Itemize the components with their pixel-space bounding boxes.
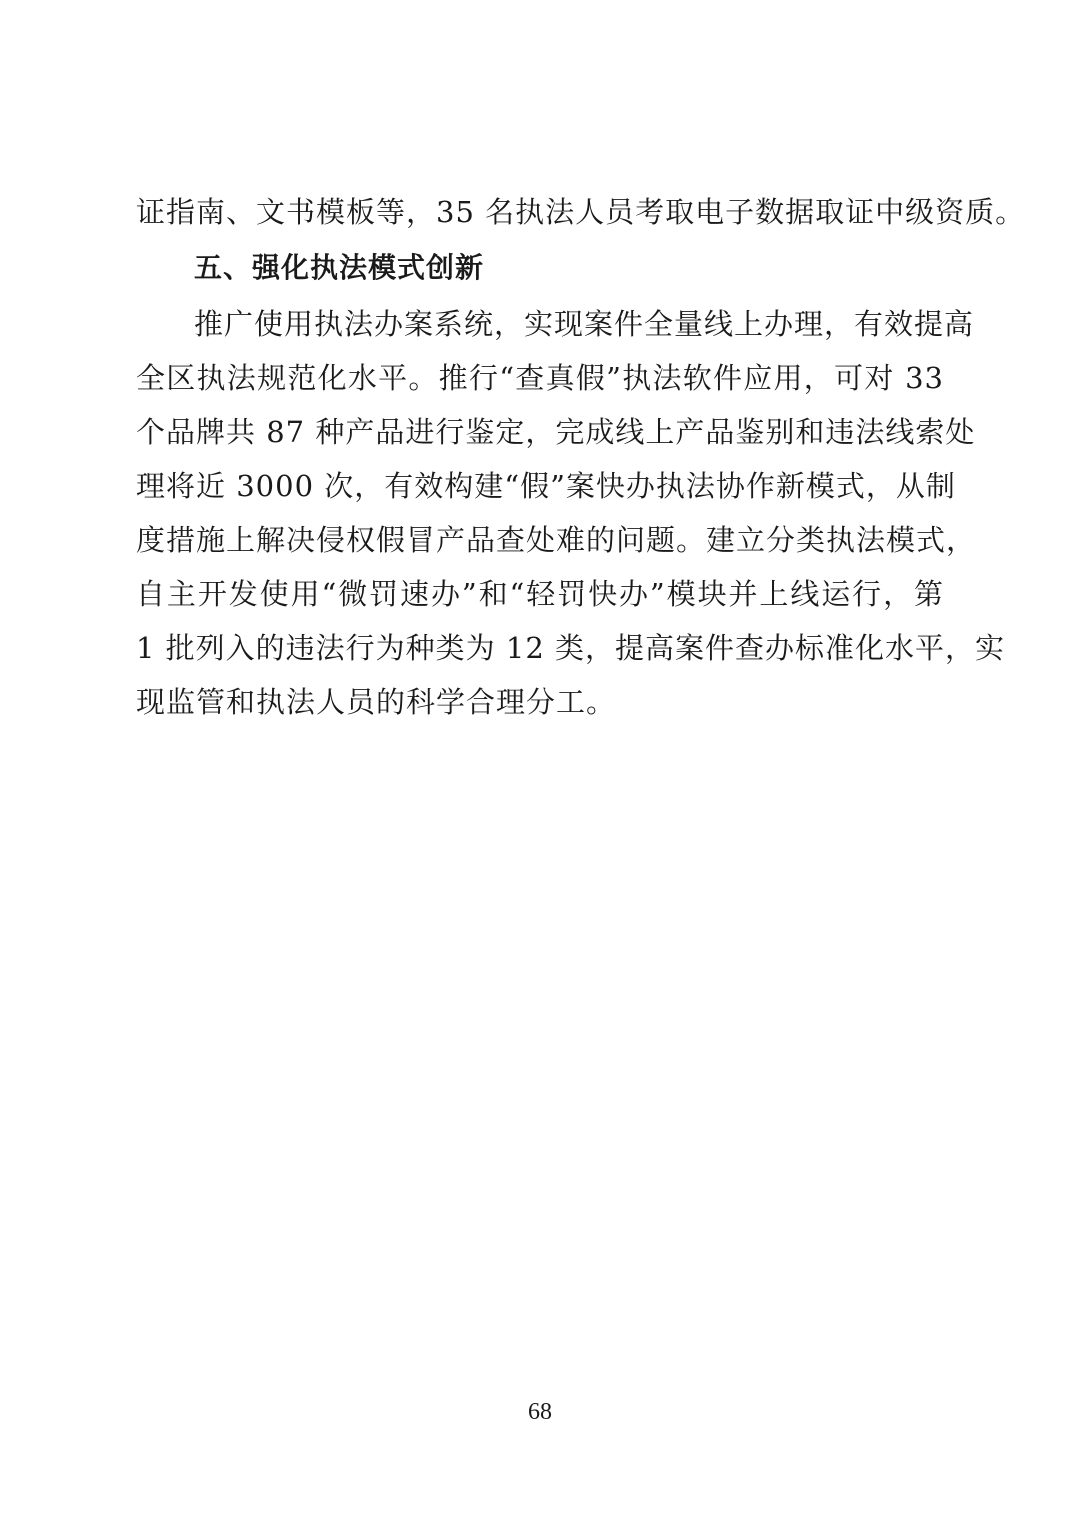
section-heading: 五、强化执法模式创新 [194,251,485,284]
paragraph-line: 度措施上解决侵权假冒产品查处难的问题。建立分类执法模式， [136,523,977,557]
paragraph-line: 理将近 3000 次，有效构建“假”案快办执法协作新模式，从制 [136,469,956,503]
body-text-line: 证指南、文书模板等，35 名执法人员考取电子数据取证中级资质。 [136,195,1026,229]
paragraph-line: 个品牌共 87 种产品进行鉴定，完成线上产品鉴别和违法线索处 [136,415,976,449]
paragraph-line: 1 批列入的违法行为种类为 12 类，提高案件查办标准化水平，实 [136,631,1006,665]
paragraph-line: 推广使用执法办案系统，实现案件全量线上办理，有效提高 [194,307,975,341]
page-number: 68 [528,1399,552,1425]
paragraph-line: 自主开发使用“微罚速办”和“轻罚快办”模块并上线运行，第 [136,577,944,611]
paragraph-line: 现监管和执法人员的科学合理分工。 [136,685,617,719]
paragraph-line: 全区执法规范化水平。推行“查真假”执法软件应用，可对 33 [136,361,944,395]
